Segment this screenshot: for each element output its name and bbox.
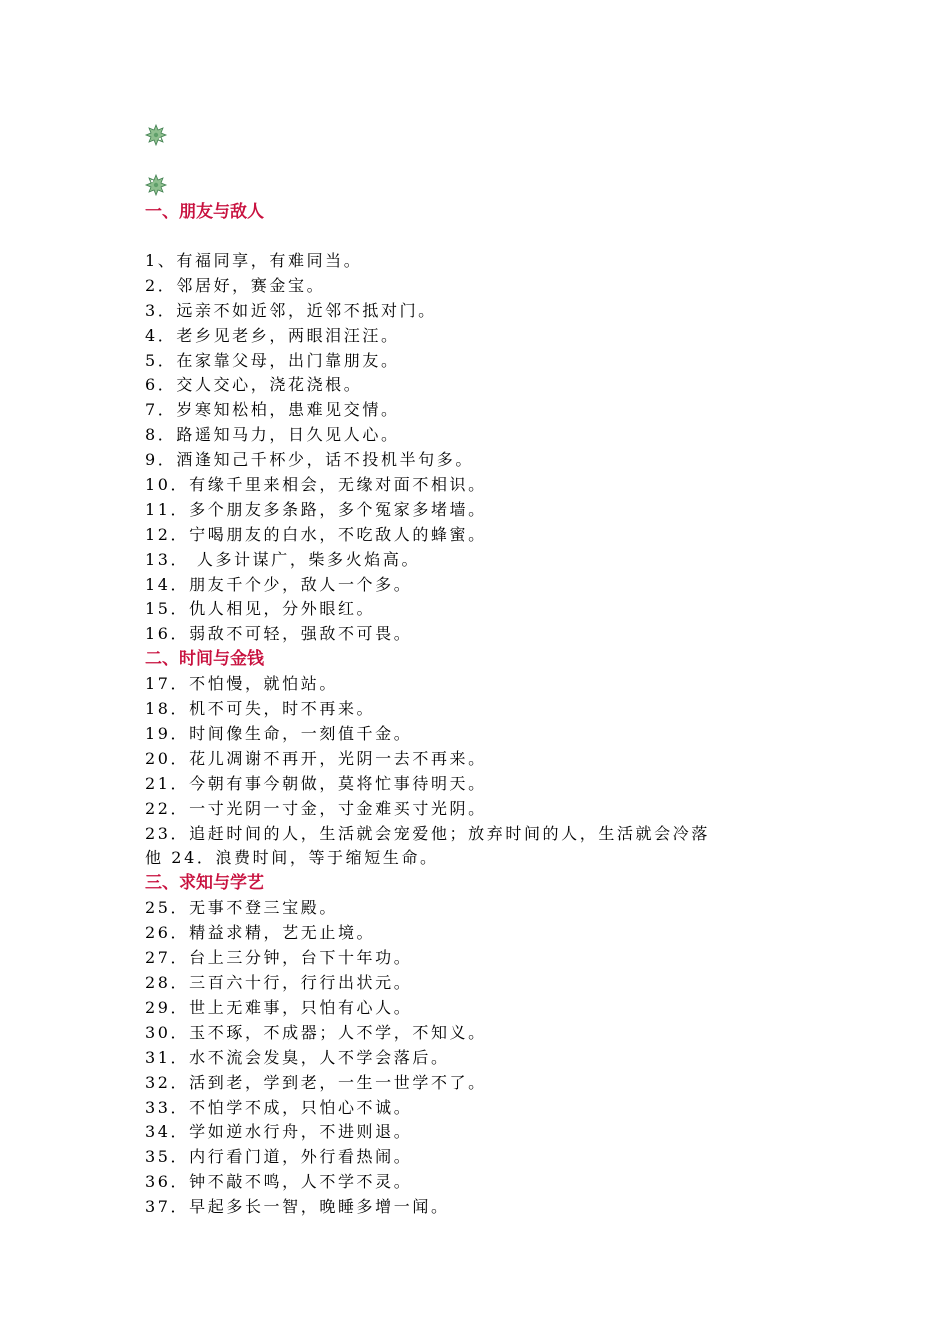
proverb-item: 27．台上三分钟，台下十年功。 [145, 948, 413, 968]
proverb-item: 6．交人交心，浇花浇根。 [145, 375, 363, 395]
proverb-item: 36．钟不敲不鸣，人不学不灵。 [145, 1172, 413, 1192]
proverb-item: 9．酒逢知己千杯少，话不投机半句多。 [145, 450, 474, 470]
proverb-item: 14．朋友千个少，敌人一个多。 [145, 574, 413, 594]
proverb-item: 23．追赶时间的人，生活就会宠爱他；放弃时间的人，生活就会冷落 [145, 823, 710, 843]
proverb-item: 26．精益求精，艺无止境。 [145, 923, 376, 943]
proverb-item: 12．宁喝朋友的白水，不吃敌人的蜂蜜。 [145, 524, 487, 544]
section-spacer [145, 225, 825, 249]
holly-leaf-icon [143, 172, 169, 198]
proverb-item: 11．多个朋友多条路，多个冤家多堵墙。 [145, 499, 487, 519]
section-title-learning-skills: 三、求知与学艺 [145, 873, 264, 894]
proverb-item: 31．水不流会发臭，人不学会落后。 [145, 1047, 450, 1067]
proverb-list [145, 200, 825, 1220]
proverb-item: 5．在家靠父母，出门靠朋友。 [145, 350, 400, 370]
proverb-item: 1、有福同享，有难同当。 [145, 251, 363, 270]
proverb-item: 28．三百六十行，行行出状元。 [145, 973, 413, 993]
proverb-item: 17．不怕慢，就怕站。 [145, 674, 338, 694]
holly-leaf-icon [143, 122, 169, 148]
proverb-item: 4．老乡见老乡，两眼泪汪汪。 [145, 325, 400, 345]
proverb-item: 33．不怕学不成，只怕心不诚。 [145, 1097, 413, 1117]
proverb-item: 25．无事不登三宝殿。 [145, 898, 338, 918]
proverb-item: 19．时间像生命，一刻值千金。 [145, 724, 413, 744]
proverb-item: 20．花儿凋谢不再开，光阴一去不再来。 [145, 748, 487, 768]
proverb-item: 35．内行看门道，外行看热闹。 [145, 1147, 413, 1167]
proverb-item: 30．玉不琢，不成器；人不学，不知义。 [145, 1022, 487, 1042]
proverb-item: 16．弱敌不可轻，强敌不可畏。 [145, 624, 413, 644]
proverb-item: 22．一寸光阴一寸金，寸金难买寸光阴。 [145, 798, 487, 818]
proverb-item: 3．远亲不如近邻，近邻不抵对门。 [145, 300, 437, 320]
proverb-item: 10．有缘千里来相会，无缘对面不相识。 [145, 475, 487, 495]
section-title-friends-enemies: 一、朋友与敌人 [145, 202, 264, 222]
proverb-item: 7．岁寒知松柏，患难见交情。 [145, 400, 400, 420]
section-title-time-money: 二、时间与金钱 [145, 649, 264, 670]
proverb-item: 29．世上无难事，只怕有心人。 [145, 997, 413, 1017]
proverb-item: 21．今朝有事今朝做，莫将忙事待明天。 [145, 773, 487, 793]
proverb-item: 34．学如逆水行舟，不进则退。 [145, 1122, 413, 1142]
proverb-item: 32．活到老，学到老，一生一世学不了。 [145, 1072, 487, 1092]
proverb-item: 8．路遥知马力，日久见人心。 [145, 425, 400, 445]
proverb-item: 2．邻居好，赛金宝。 [145, 275, 326, 295]
proverb-item: 15．仇人相见，分外眼红。 [145, 599, 376, 619]
proverb-item: 18．机不可失，时不再来。 [145, 699, 376, 719]
proverb-item: 37．早起多长一智，晚睡多增一闻。 [145, 1197, 450, 1217]
proverb-item: 他 24．浪费时间，等于缩短生命。 [145, 848, 439, 868]
proverb-item: 13． 人多计谋广，柴多火焰高。 [145, 549, 421, 569]
